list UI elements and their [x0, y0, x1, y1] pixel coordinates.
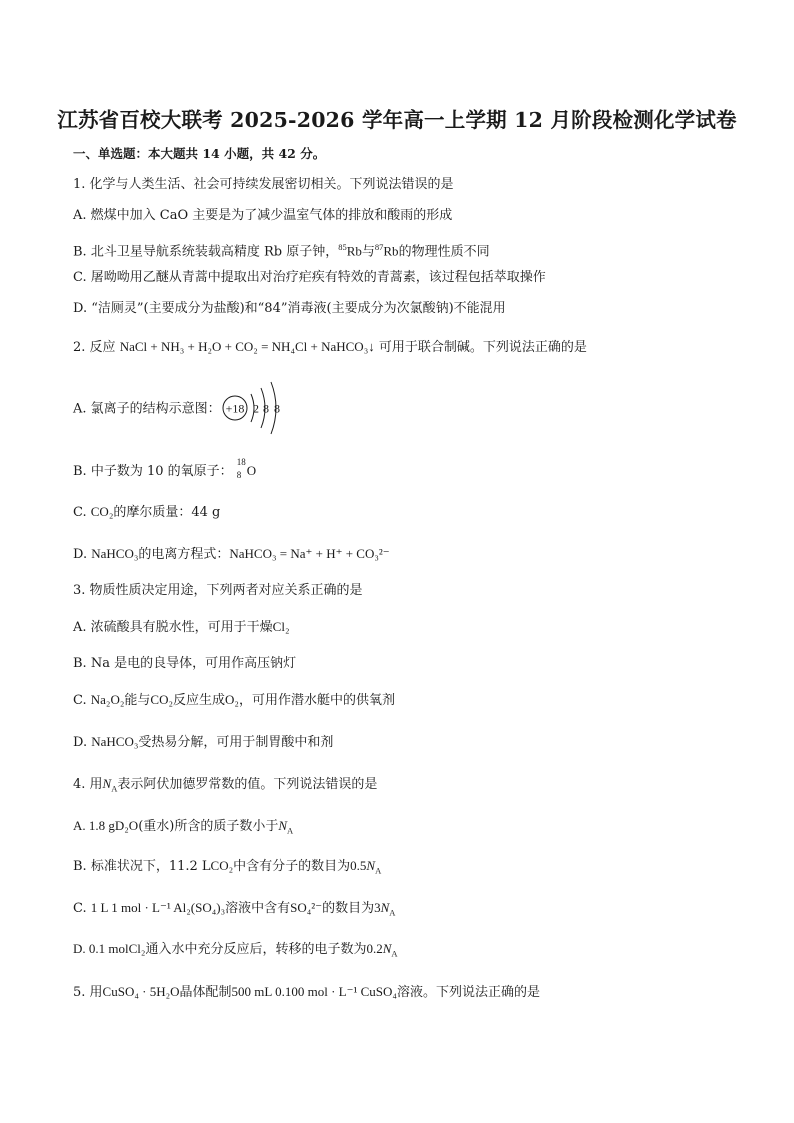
co2-formula-2: CO₂ [150, 692, 173, 707]
q3-c-text-2: 反应生成 [173, 693, 226, 708]
q3-d-label: D. [73, 735, 88, 750]
shell-2-electrons: 8 [262, 401, 269, 416]
avogadro-symbol-c: N [380, 900, 390, 915]
q2-b-text: B. 中子数为 10 的氧原子： [73, 464, 233, 479]
mass-number: 18 [236, 456, 246, 467]
q1-option-b [73, 238, 490, 261]
avogadro-subscript: A [111, 783, 118, 794]
q3-option-d [73, 733, 333, 752]
q3-c-text-1: 能与 [124, 693, 151, 708]
rb85-mass: 85 [338, 242, 347, 252]
q5-stem [73, 983, 540, 1002]
cuso4-concentration: 500 mL 0.100 mol · L⁻¹ CuSO₄ [231, 984, 397, 999]
q1-option-c: C. 屠呦呦用乙醚从青蒿中提取出对治疗疟疾有特效的青蒿素，该过程包括萃取操作 [73, 270, 546, 285]
chloride-ion-structure-diagram [225, 379, 280, 437]
oxygen-nuclide-notation [236, 456, 247, 480]
q2-option-b [73, 456, 257, 481]
al2so43-concentration: 1 L 1 mol · L⁻¹ Al₂(SO₄)₃ [90, 900, 226, 915]
q2-equation: NaCl + NH₃ + H₂O + CO₂ = NH₄Cl + NaHCO₃↓ [119, 339, 375, 354]
rb85-symbol: Rb [346, 243, 362, 259]
avogadro-symbol-a: N [278, 818, 288, 833]
nahco3-formula: NaHCO₃ [91, 546, 139, 561]
q3-option-a [73, 618, 289, 637]
o2-formula: O₂ [225, 692, 239, 707]
oxygen-symbol: O [246, 463, 257, 478]
shell-1-electrons: 2 [252, 401, 259, 416]
q2-option-d [73, 545, 390, 564]
nahco3-formula-2: NaHCO₃ [91, 734, 139, 749]
cuso4-hydrate-formula: CuSO₄ · 5H₂O [102, 984, 180, 999]
q2-d-text: 的电离方程式： [138, 547, 230, 562]
na2o2-formula: Na₂O₂ [90, 692, 125, 707]
q3-d-text: 受热易分解，可用于制胃酸中和剂 [138, 735, 334, 750]
cl2-formula: Cl₂ [272, 619, 290, 634]
q4-b-text: 中含有分子的数目为 [233, 859, 351, 874]
avogadro-subscript-a: A [287, 825, 294, 836]
q1-option-d: D. “洁厕灵”(主要成分为盐酸)和“84”消毒液(主要成分为次氯酸钠)不能混用 [73, 301, 506, 316]
q4-a-label: A. 1.8 g [73, 818, 115, 833]
atomic-number: 8 [236, 469, 242, 480]
q3-c-text-3: ，可用作潜水艇中的供氧剂 [238, 693, 395, 708]
rb87-mass: 87 [374, 242, 384, 252]
q3-a-text: A. 浓硫酸具有脱水性，可用于干燥 [73, 620, 273, 635]
q1-option-a: A. 燃煤中加入 CaO 主要是为了减少温室气体的排放和酸雨的形成 [73, 208, 453, 223]
q4-option-b [73, 857, 381, 880]
q2-c-label: C. [73, 505, 87, 520]
q4-option-a [73, 817, 293, 840]
q2-d-label: D. [73, 547, 88, 562]
q1-stem: 1. 化学与人类生活、社会可持续发展密切相关。下列说法错误的是 [73, 177, 454, 192]
avogadro-subscript-d: A [391, 948, 398, 959]
q2-stem-suffix: 可用于联合制碱。下列说法正确的是 [378, 340, 587, 355]
q4-a-text: (重水)所含的质子数小于 [138, 819, 279, 834]
q4-d-label: D. 0.1 mol [73, 941, 129, 956]
co2-formula-3: CO₂ [210, 858, 234, 873]
q4-b-value: 0.5 [350, 858, 367, 873]
rb87-symbol: Rb [383, 243, 399, 259]
q4-d-text: 通入水中充分反应后，转移的电子数为 [145, 942, 367, 957]
q1-b-tail: 的物理性质不同 [398, 244, 490, 260]
q1-b-and: 与 [361, 244, 375, 260]
q3-stem: 3. 物质性质决定用途，下列两者对应关系正确的是 [73, 583, 363, 598]
sulfate-ion: SO₄²⁻ [290, 900, 323, 915]
q3-c-label: C. [73, 693, 87, 708]
q2-stem [73, 338, 587, 357]
q4-option-c [73, 899, 395, 922]
q4-c-text-2: 的数目为 [322, 901, 375, 916]
shell-3-electrons: 8 [273, 401, 280, 416]
q2-option-a [73, 380, 280, 438]
avogadro-subscript-b: A [375, 865, 382, 876]
q2-a-text: A. 氯离子的结构示意图： [73, 401, 221, 417]
avogadro-symbol-d: N [382, 941, 392, 956]
avogadro-symbol: N [102, 776, 112, 791]
q4-option-d [73, 940, 398, 963]
q5-stem-mid: 晶体配制 [179, 985, 232, 1000]
q4-c-text: 溶液中含有 [225, 901, 291, 916]
q4-stem-suffix: 表示阿伏加德罗常数的值。下列说法错误的是 [117, 777, 378, 792]
co2-formula: CO₂ [90, 504, 114, 519]
cl2-formula-2: Cl₂ [128, 941, 146, 956]
exam-title: 江苏省百校大联考 2025-2026 学年高一上学期 12 月阶段检测化学试卷 [57, 108, 737, 132]
q2-option-c [73, 503, 220, 522]
q4-c-label: C. [73, 901, 87, 916]
q5-stem-suffix: 溶液。下列说法正确的是 [396, 985, 540, 1000]
ionization-equation: NaHCO₃ = Na⁺ + H⁺ + CO₃²⁻ [229, 546, 390, 561]
q4-c-value: 3 [374, 900, 381, 915]
q2-stem-prefix: 2. 反应 [73, 340, 116, 355]
q4-stem-prefix: 4. 用 [73, 777, 103, 792]
q3-option-c [73, 691, 395, 710]
d2o-formula: D₂O [114, 818, 139, 833]
avogadro-symbol-b: N [366, 858, 376, 873]
q4-stem [73, 775, 377, 798]
q2-c-text: 的摩尔质量：44 g [113, 505, 221, 520]
q5-stem-prefix: 5. 用 [73, 985, 103, 1000]
nucleus-charge: +18 [225, 401, 245, 416]
q4-d-value: 0.2 [366, 941, 383, 956]
q3-option-b: B. Na 是电的良导体，可用作高压钠灯 [73, 656, 297, 671]
avogadro-subscript-c: A [389, 907, 396, 918]
q1-b-text: B. 北斗卫星导航系统装载高精度 Rb 原子钟， [73, 244, 339, 260]
q4-b-label: B. 标准状况下，11.2 L [73, 859, 211, 874]
section-heading: 一、单选题：本大题共 14 小题，共 42 分。 [73, 146, 326, 161]
